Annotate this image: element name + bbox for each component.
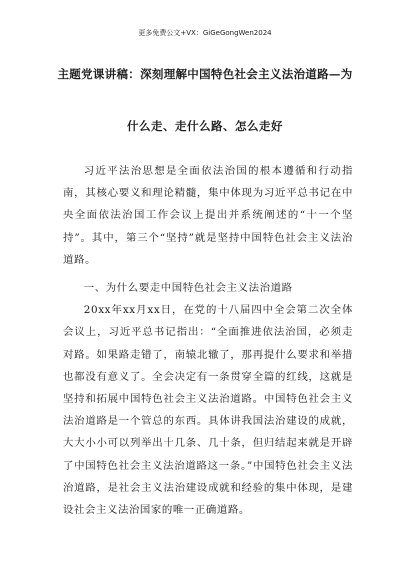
section-heading: 一、为什么要走中国特色社会主义法治道路 (83, 282, 293, 295)
intro-paragraph: 习近平法治思想是全面依法治国的根本遵循和行动指南，其核心要义和理论精髓，集中体现为习近平总书记在中央全面依法治国工作会议上提出并系统阐述的“十一个坚持”。其中，第三个“坚持”就是坚持中国特色社会主义法治道路。 (63, 165, 353, 266)
document-title-line-2: 什么走、走什么路、怎么走好 (127, 119, 283, 133)
document-title-line-1: 主题党课讲稿：深刻理解中国特色社会主义法治道路—为 (57, 67, 353, 81)
document-body (63, 160, 353, 521)
body-paragraph: 20xx年xx月xx日，在党的十八届四中全会第二次全体会议上，习近平总书记指出：“全面推进依法治国，必须走对路。如果路走错了，南辕北辙了，那再提什么要求和举措也都没有意义了。全会决定有一条贯穿全篇的红线，这就是坚持和拓展中国特色社会主义法治道路。中国特色社会主义法治道路是一个管总的东西。具体讲我国法治建设的成就，大大小小可以列举出十几条、几十条，但归结起来就是开辟了中国特色社会主义法治道路这一条。”中国特色社会主义法治道路，是社会主义法治建设成就和经验的集中体现，是建设社会主义法治国家的唯一正确道路。 (63, 304, 353, 517)
page-header-note: 更多免费公文+VX：GiGeGongWen2024 (138, 29, 272, 37)
